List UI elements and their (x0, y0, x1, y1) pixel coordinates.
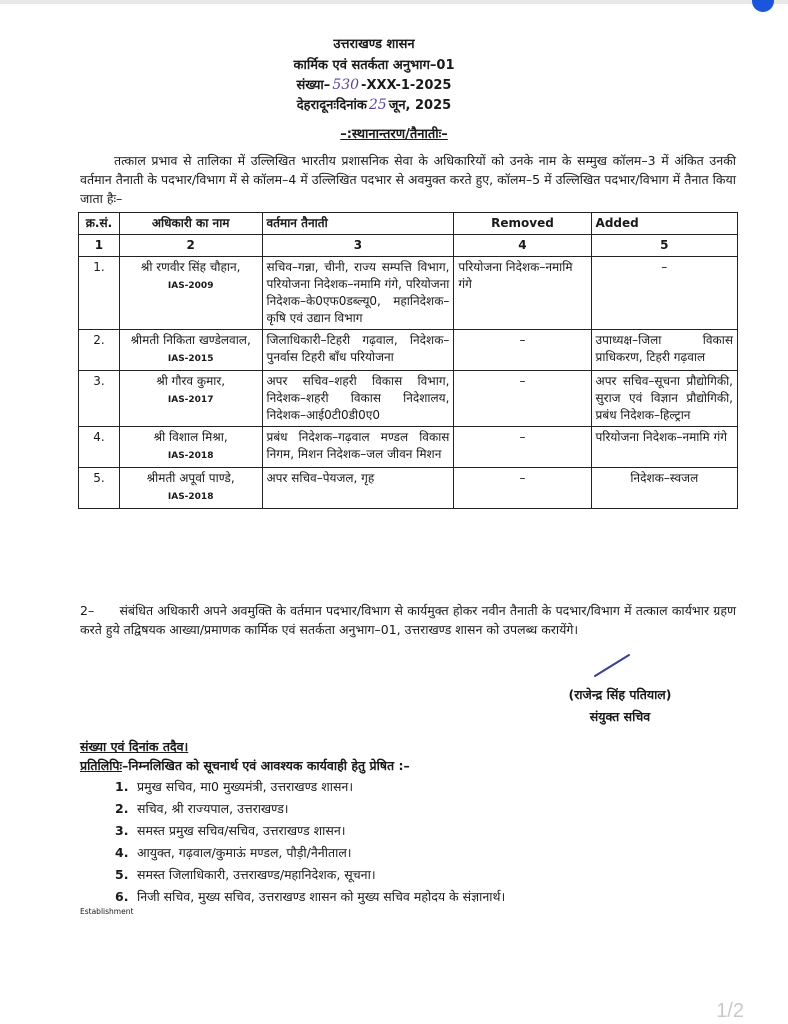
cell-removed (454, 427, 591, 468)
item-text: प्रमुख सचिव, मा0 मुख्यमंत्री, उत्तराखण्ड शासन। (137, 779, 354, 794)
officer-name: श्रीमती निकिता खण्डेलवाल, (130, 333, 251, 347)
notification-dot[interactable] (752, 0, 774, 12)
col-header-current: वर्तमान तैनाती (262, 213, 454, 235)
list-item (115, 798, 505, 820)
cell-sn: 4. (79, 427, 120, 468)
item-text: समस्त जिलाधिकारी, उत्तराखण्ड/महानिदेशक, सूचना। (137, 867, 376, 882)
added-value: – (661, 260, 668, 274)
copy-label: प्रतिलिपिः (80, 758, 123, 773)
officer-name: श्री विशाल मिश्रा, (153, 430, 228, 444)
officer-name: श्रीमती अपूर्वा पाण्डे, (146, 471, 235, 485)
number-suffix: -XXX-1-2025 (361, 78, 452, 93)
col-header-name: अधिकारी का नाम (119, 213, 262, 235)
transfer-table (78, 212, 738, 509)
paragraph-2-text: संबंधित अधिकारी अपने अवमुक्ति के वर्तमान पदभार/विभाग से कार्यमुक्त होकर नवीन तैनाती के पदभार/विभाग में तत्काल कार्यभार ग्रहण करते हुये तद्विषयक आख्या/प्रमाणक कार्मिक एवं सतर्कता अनुभाग–01, उत्तराखण्ड शासन को उपलब्ध करायेंगे। (80, 603, 736, 637)
item-text: आयुक्त, गढ़वाल/कुमाऊं मण्डल, पौड़ी/नैनीताल। (137, 845, 352, 860)
signature-stroke-icon (593, 652, 633, 678)
cell-name (119, 257, 262, 330)
cell-current: जिलाधिकारी–टिहरी गढ़वाल, निदेशक– पुनर्वास टिहरी बाँध परियोजना (262, 330, 454, 371)
col-header-sn: क्र.सं. (79, 213, 120, 235)
top-edge (0, 0, 788, 4)
item-number: 3. (115, 823, 129, 838)
list-item (115, 886, 505, 908)
cell-added: उपाध्यक्ष–जिला विकास प्राधिकरण, टिहरी गढ़वाल (591, 330, 737, 371)
list-item (115, 776, 505, 798)
footer-tag: Establishment (80, 907, 134, 916)
page-indicator: 1/2 (716, 1000, 744, 1022)
cell-added (591, 257, 737, 330)
cell-current: सचिव–गन्ना, चीनी, राज्य सम्पत्ति विभाग, परियोजना निदेशक–नमामि गंगे, परियोजना निदेशक–के0एफ0डब्ल्यू0, महानिदेशक–कृषि एवं उद्यान विभाग (262, 257, 454, 330)
cell-current: अपर सचिव–शहरी विकास विभाग, निदेशक–शहरी विकास निदेशालय, निदेशक–आई0टी0डी0ए0 (262, 371, 454, 427)
col-number: 2 (119, 235, 262, 257)
item-number: 1. (115, 779, 129, 794)
removed-value: – (519, 333, 526, 347)
col-number: 3 (262, 235, 454, 257)
list-item (115, 842, 505, 864)
copy-heading: संख्या एवं दिनांक तदैव। (80, 739, 189, 754)
cell-current: प्रबंध निदेशक–गढ़वाल मण्डल विकास निगम, मिशन निदेशक–जल जीवन मिशन (262, 427, 454, 468)
cell-sn: 5. (79, 468, 120, 509)
cell-name (119, 468, 262, 509)
col-header-added: Added (591, 213, 737, 235)
paragraph-2-number: 2– (80, 603, 95, 618)
item-text: निजी सचिव, मुख्य सचिव, उत्तराखण्ड शासन को मुख्य सचिव महोदय के संज्ञानार्थ। (137, 889, 506, 904)
removed-value: – (519, 471, 526, 485)
item-number: 2. (115, 801, 129, 816)
cell-added: परियोजना निदेशक–नमामि गंगे (591, 427, 737, 468)
cell-name (119, 330, 262, 371)
copy-list (115, 776, 505, 908)
added-value: निदेशक–स्वजल (630, 471, 699, 485)
ias-batch: IAS-2017 (167, 395, 214, 405)
number-label: संख्या– (296, 78, 331, 93)
cell-removed (454, 468, 591, 509)
place-date (0, 95, 768, 113)
ias-batch: IAS-2009 (167, 281, 214, 291)
removed-value: – (519, 430, 526, 444)
cell-sn: 3. (79, 371, 120, 427)
list-item (115, 820, 505, 842)
table-row (79, 468, 738, 509)
subject-line: –:स्थानान्तरण/तैनातीः– (340, 127, 448, 142)
officer-name: श्री रणवीर सिंह चौहान, (140, 260, 241, 274)
table-header-row (79, 213, 738, 235)
cell-current: अपर सचिव–पेयजल, गृह (262, 468, 454, 509)
removed-value: – (519, 374, 526, 388)
cell-sn: 2. (79, 330, 120, 371)
officer-name: श्री गौरव कुमार, (156, 374, 226, 388)
cell-sn: 1. (79, 257, 120, 330)
ias-batch: IAS-2018 (167, 492, 214, 502)
item-number: 6. (115, 889, 129, 904)
ias-batch: IAS-2015 (167, 354, 214, 364)
date-suffix: जून, 2025 (388, 98, 452, 113)
table-row (79, 371, 738, 427)
cell-added (591, 468, 737, 509)
section-heading: कार्मिक एवं सतर्कता अनुभाग–01 (293, 58, 455, 73)
table-row (79, 427, 738, 468)
cell-removed: परियोजना निदेशक–नमामि गंगे (454, 257, 591, 330)
cell-name (119, 427, 262, 468)
paragraph-2 (80, 601, 736, 639)
signatory-designation: संयुक्त सचिव (589, 709, 651, 724)
handwritten-date: 25 (368, 97, 387, 113)
cell-added: अपर सचिव–सूचना प्रौद्योगिकी, सुराज एवं विज्ञान प्रौद्योगिकी, प्रबंध निदेशक–हिल्ट्रान (591, 371, 737, 427)
cell-name (119, 371, 262, 427)
col-header-removed: Removed (454, 213, 591, 235)
government-heading: उत्तराखण्ड शासन (333, 37, 415, 52)
col-number: 4 (454, 235, 591, 257)
col-number: 1 (79, 235, 120, 257)
copy-intro (80, 757, 410, 774)
item-text: समस्त प्रमुख सचिव/सचिव, उत्तराखण्ड शासन। (137, 823, 346, 838)
letter-number (0, 75, 768, 93)
cell-removed (454, 371, 591, 427)
signatory-name: (राजेन्द्र सिंह पतियाल) (568, 687, 672, 702)
table-row (79, 257, 738, 330)
place-date-label: देहरादूनःदिनांक (296, 98, 367, 113)
col-number: 5 (591, 235, 737, 257)
table-row (79, 330, 738, 371)
item-text: सचिव, श्री राज्यपाल, उत्तराखण्ड। (137, 801, 289, 816)
ias-batch: IAS-2018 (167, 451, 214, 461)
cell-removed (454, 330, 591, 371)
list-item (115, 864, 505, 886)
item-number: 5. (115, 867, 129, 882)
copy-intro-text: –निम्नलिखित को सूचनार्थ एवं आवश्यक कार्यवाही हेतु प्रेषित :– (122, 758, 410, 773)
column-number-row (79, 235, 738, 257)
intro-paragraph: तत्काल प्रभाव से तालिका में उल्लिखित भारतीय प्रशासनिक सेवा के अधिकारियों को उनके नाम के सम्मुख कॉलम–3 में अंकित उनकी वर्तमान तैनाती के पदभार/विभाग में से कॉलम–4 में उल्लिखित पदभार से अवमुक्त करते हुए, कॉलम–5 में उल्लिखित पदभार/विभाग में तैनात किया जाता हैः– (80, 153, 736, 206)
handwritten-number: 530 (332, 77, 360, 93)
item-number: 4. (115, 845, 129, 860)
